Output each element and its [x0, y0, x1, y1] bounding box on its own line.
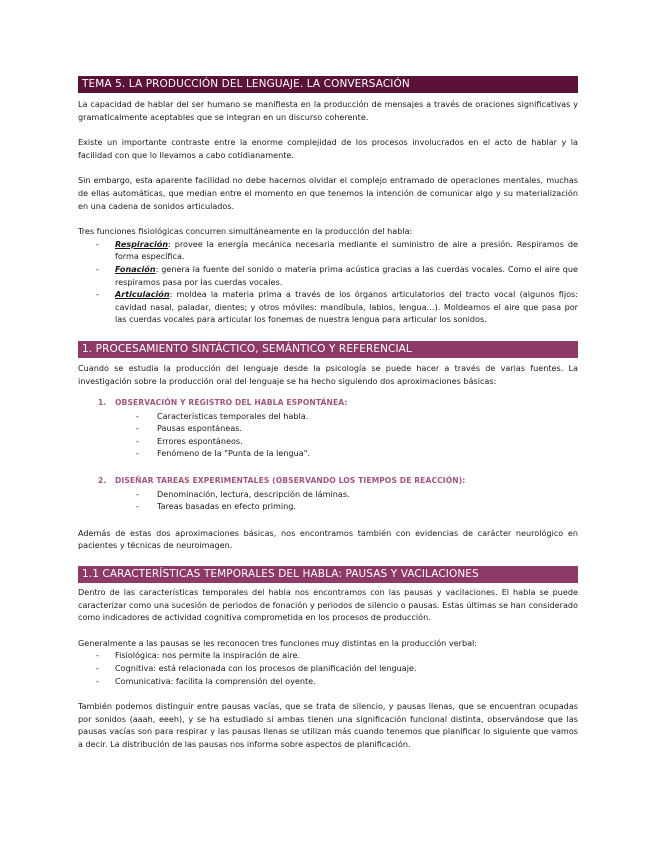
paragraph: La capacidad de hablar del ser humano se manifiesta en la producción de mensajes a través de oraciones significativas y gramaticalmente aceptables que se integran en un discurso coherente. [78, 99, 578, 122]
page-title: TEMA 5. LA PRODUCCIÓN DEL LENGUAJE. LA CONVERSACIÓN [78, 76, 578, 93]
list-item-text: Denominación, lectura, descripción de láminas. [157, 488, 350, 499]
list-item [78, 410, 578, 423]
bullet: - [136, 501, 139, 512]
bullet: - [96, 289, 99, 300]
term-articulacion: Articulación [115, 289, 170, 300]
paragraph: También podemos distinguir entre pausas vacías, que se trata de silencio, y pausas llenas, que se encuentran ocupadas por sonidos (aaah, eeeh), y se ha estudiado si ambas tienen una significación funcional distinta, observándose que las pausas vacías son para respirar y las pausas llenas se utilizan más cuando tenemos que planificar lo siguiente que vamos a decir. La distribución de las pausas nos informa sobre aspectos de planificación. [78, 701, 578, 749]
list-item-text: Tareas basadas en efecto priming. [157, 501, 296, 512]
list-item [78, 500, 578, 513]
bullet: - [96, 263, 99, 274]
list-item [78, 435, 578, 448]
section-heading: 1.1 CARACTERÍSTICAS TEMPORALES DEL HABLA: PAUSAS Y VACILACIONES [78, 566, 578, 583]
paragraph: Existe un importante contraste entre la enorme complejidad de los procesos involucrados en el acto de hablar y la facilidad con que lo llevamos a cabo cotidianamente. [78, 137, 578, 160]
list-item-text: Características temporales del habla. [157, 410, 309, 421]
approach-2-list [78, 488, 578, 513]
subheading-number: 2. [98, 476, 107, 486]
list-item-text: Errores espontáneos. [157, 435, 243, 446]
functions-list [78, 238, 578, 326]
paragraph: Cuando se estudia la producción del lenguaje desde la psicología se puede hacer a través de varias fuentes. La investigación sobre la producción oral del lenguaje se ha hecho siguiendo dos aproximaciones básicas: [78, 362, 578, 386]
subheading-approach-2 [78, 475, 578, 488]
paragraph: Además de estas dos aproximaciones básicas, nos encontramos también con evidencias de carácter neurológico en pacientes y técnicas de neuroimagen. [78, 527, 578, 551]
list-item [78, 422, 578, 435]
subheading-number: 1. [98, 398, 107, 408]
term-respiracion: Respiración [115, 238, 169, 249]
bullet: - [136, 488, 139, 499]
bullet: - [96, 663, 99, 673]
bullet: - [96, 650, 99, 661]
list-item [78, 238, 578, 263]
pause-functions-list [78, 649, 578, 687]
approach-1-list [78, 410, 578, 460]
list-item-text: : provee la energía mecánica necesaria mediante el suministro de aire a presión. Respiramos de forma específica. [115, 238, 578, 262]
bullet: - [136, 435, 139, 446]
list-item-text: Comunicativa: facilita la comprensión del oyente. [115, 675, 316, 686]
bullet: - [96, 675, 99, 686]
list-item-text: Fisiológica: nos permite la inspiración de aire. [115, 650, 301, 661]
list-item [78, 662, 578, 675]
bullet: - [136, 423, 139, 434]
paragraph: Generalmente a las pausas se les reconocen tres funciones muy distintas en la producción verbal: [78, 637, 478, 648]
bullet: - [136, 410, 139, 421]
section-heading: 1. PROCESAMIENTO SINTÁCTICO, SEMÁNTICO Y REFERENCIAL [78, 341, 578, 358]
paragraph: Dentro de las características temporales del habla nos encontramos con las pausas y vacilaciones. El habla se puede caracterizar como una sucesión de periodos de fonación y periodos de silencio o pausas. Estas últimas se han considerado como indicadores de actividad cognitiva comprometida en los procesos de producción. [78, 587, 578, 623]
list-item [78, 675, 578, 688]
list-item [78, 447, 578, 460]
list-item-text: : moldea la materia prima a través de los órganos articulatorios del tracto vocal (algunos fijos: cavidad nasal, paladar, dientes; y otros móviles: mandíbula, labios, lengua…). Moldeamos el aire que pasa por las cuerdas vocales para articular los fonemas de nuestra lengua para articular los sonidos. [115, 289, 578, 325]
paragraph: Tres funciones fisiológicas concurren simultáneamente en la producción del habla: [78, 226, 413, 237]
term-fonacion: Fonación [115, 263, 156, 274]
subheading-label: DISEÑAR TAREAS EXPERIMENTALES (OBSERVANDO LOS TIEMPOS DE REACCIÓN): [115, 476, 466, 486]
list-item [78, 649, 578, 662]
list-item [78, 288, 578, 326]
document-page [78, 76, 578, 751]
bullet: - [96, 238, 99, 249]
list-item [78, 263, 578, 288]
list-item-text: Pausas espontáneas. [157, 423, 242, 434]
paragraph: Sin embargo, esta aparente facilidad no debe hacernos olvidar el complejo entramado de operaciones mentales, muchas de ellas automáticas, que median entre el momento en que tenemos la intención de comunicar algo y su materialización en una cadena de sonidos articulados. [78, 175, 578, 211]
list-item-text: Cognitiva: está relacionada con los procesos de planificación del lenguaje. [115, 663, 417, 673]
subheading-label: OBSERVACIÓN Y REGISTRO DEL HABLA ESPONTÁNEA: [115, 398, 348, 408]
list-item [78, 488, 578, 501]
bullet: - [136, 448, 139, 459]
list-item-text: Fenómeno de la "Punta de la lengua". [157, 448, 311, 459]
list-item-text: : genera la fuente del sonido o materia prima acústica gracias a las cuerdas vocales. Como el aire que respiramos pasa por las cuerdas vocales. [115, 263, 578, 287]
subheading-approach-1 [78, 397, 578, 410]
